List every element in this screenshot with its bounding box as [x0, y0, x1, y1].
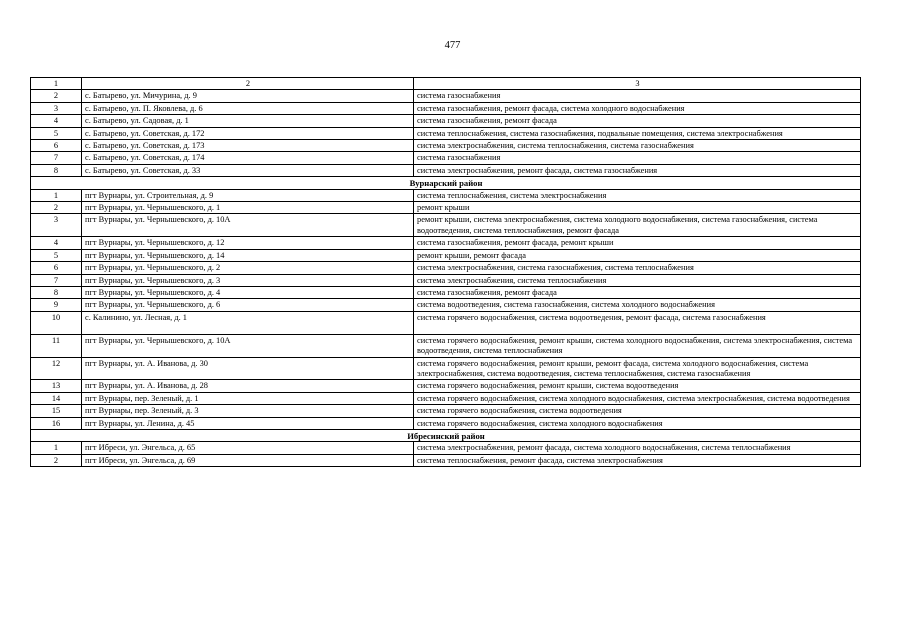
works-cell: система электроснабжения, ремонт фасада, система газоснабжения	[414, 164, 861, 176]
row-number-cell: 1	[31, 189, 82, 201]
address-cell: пгт Вурнары, ул. Чернышевского, д. 10А	[82, 214, 414, 237]
works-cell: система теплоснабжения, система электроснабжения	[414, 189, 861, 201]
works-table	[30, 77, 861, 467]
works-cell: система электроснабжения, система теплоснабжения, система газоснабжения	[414, 140, 861, 152]
table-row	[31, 417, 861, 429]
row-number-cell: 13	[31, 380, 82, 392]
row-number-cell: 7	[31, 152, 82, 164]
address-cell: пгт Вурнары, ул. Чернышевского, д. 1	[82, 202, 414, 214]
row-number-cell: 3	[31, 102, 82, 114]
address-cell: пгт Вурнары, ул. Чернышевского, д. 3	[82, 274, 414, 286]
table-row	[31, 392, 861, 404]
row-number-cell: 5	[31, 127, 82, 139]
row-number-cell: 7	[31, 274, 82, 286]
works-cell: система газоснабжения, ремонт фасада, ремонт крыши	[414, 237, 861, 249]
works-cell: система электроснабжения, система газоснабжения, система теплоснабжения	[414, 262, 861, 274]
address-cell: пгт Вурнары, ул. Чернышевского, д. 10А	[82, 334, 414, 357]
address-cell: с. Батырево, ул. Советская, д. 172	[82, 127, 414, 139]
works-cell: система газоснабжения, ремонт фасада	[414, 286, 861, 298]
row-number-cell: 4	[31, 237, 82, 249]
table-row	[31, 90, 861, 102]
table-row	[31, 127, 861, 139]
address-cell: с. Батырево, ул. Садовая, д. 1	[82, 115, 414, 127]
section-row	[31, 177, 861, 189]
address-cell: с. Батырево, ул. Советская, д. 174	[82, 152, 414, 164]
works-cell: система горячего водоснабжения, ремонт крыши, система холодного водоснабжения, система электроснабжения, система водоотведения, система теплоснабжения	[414, 334, 861, 357]
table-row	[31, 102, 861, 114]
address-cell: пгт Вурнары, пер. Зеленый, д. 3	[82, 405, 414, 417]
address-cell: пгт Ибреси, ул. Энгельса, д. 69	[82, 454, 414, 466]
row-number-cell: 12	[31, 357, 82, 380]
header-cell-works: 3	[414, 78, 861, 90]
row-number-cell: 15	[31, 405, 82, 417]
table-row	[31, 286, 861, 298]
works-cell: система горячего водоснабжения, система водоотведения, ремонт фасада, система газоснабжения	[414, 311, 861, 334]
address-cell: с. Батырево, ул. Советская, д. 173	[82, 140, 414, 152]
works-cell: система электроснабжения, ремонт фасада, система холодного водоснабжения, система теплоснабжения	[414, 442, 861, 454]
row-number-cell: 6	[31, 262, 82, 274]
works-cell: система теплоснабжения, система газоснабжения, подвальные помещения, система электроснабжения	[414, 127, 861, 139]
table-row	[31, 357, 861, 380]
works-cell: ремонт крыши, ремонт фасада	[414, 249, 861, 261]
header-cell-address: 2	[82, 78, 414, 90]
works-cell: система теплоснабжения, ремонт фасада, система электроснабжения	[414, 454, 861, 466]
row-number-cell: 3	[31, 214, 82, 237]
works-cell: система горячего водоснабжения, система водоотведения	[414, 405, 861, 417]
table-row	[31, 274, 861, 286]
address-cell: с. Калинино, ул. Лесная, д. 1	[82, 311, 414, 334]
works-cell: система газоснабжения, ремонт фасада, система холодного водоснабжения	[414, 102, 861, 114]
works-cell: система газоснабжения	[414, 152, 861, 164]
table-row	[31, 405, 861, 417]
address-cell: с. Батырево, ул. Мичурина, д. 9	[82, 90, 414, 102]
table-row	[31, 380, 861, 392]
header-cell-number: 1	[31, 78, 82, 90]
works-cell: система горячего водоснабжения, ремонт крыши, система водоотведения	[414, 380, 861, 392]
row-number-cell: 11	[31, 334, 82, 357]
table-row	[31, 249, 861, 261]
address-cell: пгт Вурнары, ул. Чернышевского, д. 2	[82, 262, 414, 274]
address-cell: пгт Вурнары, ул. Чернышевского, д. 4	[82, 286, 414, 298]
table-row	[31, 454, 861, 466]
row-number-cell: 10	[31, 311, 82, 334]
address-cell: пгт Вурнары, ул. А. Иванова, д. 30	[82, 357, 414, 380]
section-row	[31, 429, 861, 441]
header-row	[31, 78, 861, 90]
address-cell: пгт Ибреси, ул. Энгельса, д. 65	[82, 442, 414, 454]
section-title: Ибресинский район	[31, 429, 861, 441]
works-cell: система газоснабжения, ремонт фасада	[414, 115, 861, 127]
address-cell: пгт Вурнары, ул. Чернышевского, д. 14	[82, 249, 414, 261]
works-cell: система электроснабжения, система теплоснабжения	[414, 274, 861, 286]
address-cell: пгт Вурнары, пер. Зеленый, д. 1	[82, 392, 414, 404]
works-cell: система водоотведения, система газоснабжения, система холодного водоснабжения	[414, 299, 861, 311]
address-cell: с. Батырево, ул. П. Яковлева, д. 6	[82, 102, 414, 114]
row-number-cell: 1	[31, 442, 82, 454]
works-cell: система газоснабжения	[414, 90, 861, 102]
table-row	[31, 164, 861, 176]
row-number-cell: 6	[31, 140, 82, 152]
table-row	[31, 189, 861, 201]
address-cell: пгт Вурнары, ул. Чернышевского, д. 6	[82, 299, 414, 311]
address-cell: с. Батырево, ул. Советская, д. 33	[82, 164, 414, 176]
works-cell: система горячего водоснабжения, система холодного водоснабжения, система электроснабжения, система водоотведения	[414, 392, 861, 404]
table-row	[31, 115, 861, 127]
address-cell: пгт Вурнары, ул. Ленина, д. 45	[82, 417, 414, 429]
row-number-cell: 2	[31, 454, 82, 466]
table-row	[31, 299, 861, 311]
works-cell: система горячего водоснабжения, система холодного водоснабжения	[414, 417, 861, 429]
row-number-cell: 4	[31, 115, 82, 127]
page-number: 477	[444, 40, 461, 51]
table-body	[31, 78, 861, 467]
address-cell: пгт Вурнары, ул. Чернышевского, д. 12	[82, 237, 414, 249]
address-cell: пгт Вурнары, ул. А. Иванова, д. 28	[82, 380, 414, 392]
table-row	[31, 152, 861, 164]
table-row	[31, 237, 861, 249]
works-cell: ремонт крыши, система электроснабжения, система холодного водоснабжения, система газоснабжения, система водоотведения, система теплоснабжения, ремонт фасада	[414, 214, 861, 237]
row-number-cell: 5	[31, 249, 82, 261]
table-row	[31, 202, 861, 214]
works-cell: система горячего водоснабжения, ремонт крыши, ремонт фасада, система холодного водоснабжения, система электроснабжения, система водоотведения, система теплоснабжения, система газоснабжения	[414, 357, 861, 380]
table-row	[31, 334, 861, 357]
row-number-cell: 16	[31, 417, 82, 429]
row-number-cell: 2	[31, 202, 82, 214]
table-row	[31, 140, 861, 152]
address-cell: пгт Вурнары, ул. Строительная, д. 9	[82, 189, 414, 201]
row-number-cell: 14	[31, 392, 82, 404]
row-number-cell: 9	[31, 299, 82, 311]
table-row	[31, 214, 861, 237]
works-cell: ремонт крыши	[414, 202, 861, 214]
row-number-cell: 2	[31, 90, 82, 102]
table-row	[31, 262, 861, 274]
row-number-cell: 8	[31, 286, 82, 298]
table-row	[31, 442, 861, 454]
section-title: Вурнарский район	[31, 177, 861, 189]
row-number-cell: 8	[31, 164, 82, 176]
table-row	[31, 311, 861, 334]
